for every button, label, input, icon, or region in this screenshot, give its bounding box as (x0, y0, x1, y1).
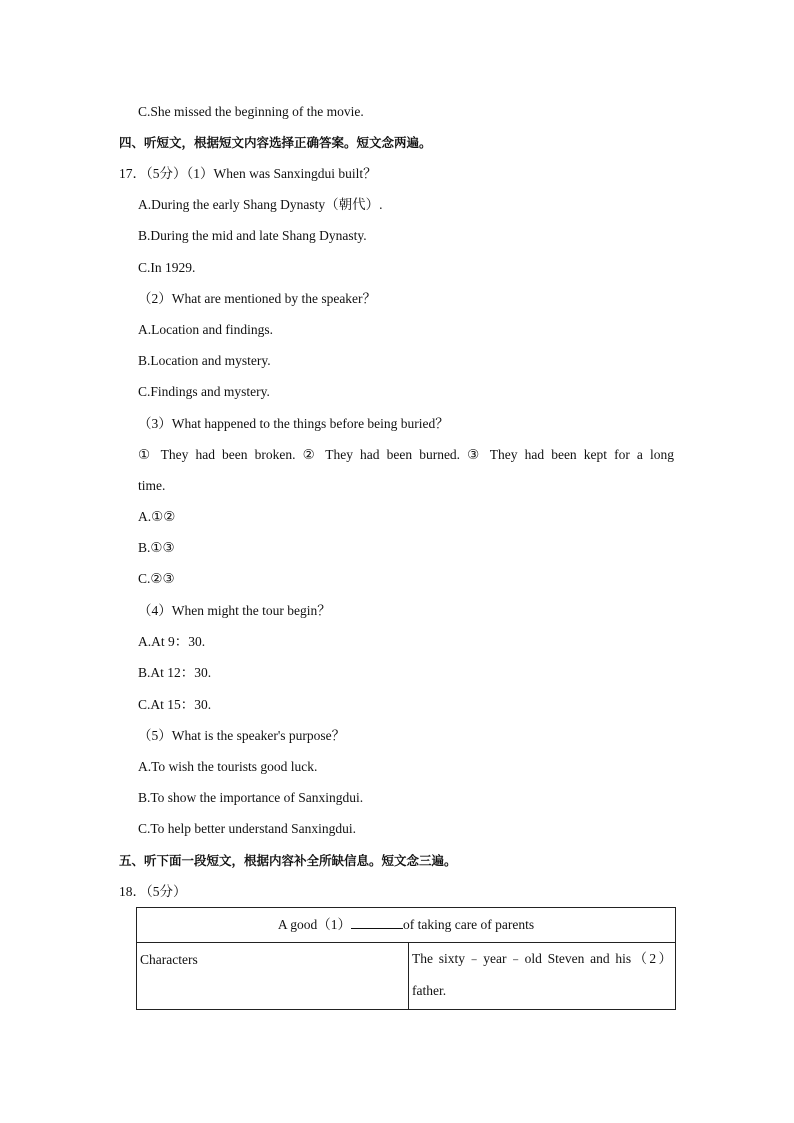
q17-1-option-a: A.During the early Shang Dynasty（朝代）. (138, 197, 383, 212)
q17-5-option-c: C.To help better understand Sanxingdui. (138, 821, 357, 836)
q17-2-option-a: A.Location and findings. (138, 322, 273, 337)
q18-table-title (137, 908, 676, 943)
q17-3-prompt: （3）What happened to the things before being buried？ (138, 416, 449, 431)
section-5-heading: 五、听下面一段短文，根据内容补全所缺信息。短文念三遍。 (119, 853, 457, 868)
q17-5-option-b: B.To show the importance of Sanxingdui. (138, 790, 364, 805)
q17-3-statements-line2: time. (138, 478, 166, 493)
q16-option-c: C.She missed the beginning of the movie. (138, 104, 364, 119)
q17-4-option-c: C.At 15：30. (138, 697, 212, 712)
q18-title-prefix: A good（1） (277, 917, 351, 932)
section-4-heading: 四、听短文，根据短文内容选择正确答案。短文念两遍。 (119, 135, 432, 150)
q17-3-statements (138, 445, 674, 465)
q17-1-option-b: B.During the mid and late Shang Dynasty. (138, 228, 367, 243)
q17-2-option-c: C.Findings and mystery. (138, 384, 270, 399)
blank-1-input[interactable] (351, 916, 403, 929)
q17-5-prompt: （5）What is the speaker's purpose？ (138, 728, 346, 743)
q18-table (136, 907, 676, 1010)
q17-1-option-c: C.In 1929. (138, 260, 196, 275)
q17-3-option-b: B.①③ (138, 540, 175, 555)
q17-3-option-a: A.①② (138, 509, 176, 524)
q17-3-statements-line1: ① They had been broken. ② They had been burned. ③ They had been kept for a long (138, 447, 674, 462)
q18-row1-value (409, 943, 676, 1010)
q18-title-suffix: of taking care of parents (402, 917, 535, 932)
q17-4-option-b: B.At 12：30. (138, 665, 212, 680)
q17-4-option-a: A.At 9：30. (138, 634, 206, 649)
q18-row1-value-line1: The sixty﹣year﹣old Steven and his（2） (412, 951, 672, 966)
q17-4-prompt: （4）When might the tour begin？ (138, 603, 331, 618)
q17-5-option-a: A.To wish the tourists good luck. (138, 759, 318, 774)
q18-header: 18．（5分） (119, 884, 187, 899)
q18-row1-label: Characters (137, 943, 409, 1010)
q18-row1-value-line2: father. (412, 983, 447, 998)
q17-3-option-c: C.②③ (138, 571, 175, 586)
q17-2-prompt: （2）What are mentioned by the speaker？ (138, 291, 377, 306)
q17-header: 17．（5分）（1）When was Sanxingdui built？ (119, 166, 377, 181)
q17-2-option-b: B.Location and mystery. (138, 353, 271, 368)
